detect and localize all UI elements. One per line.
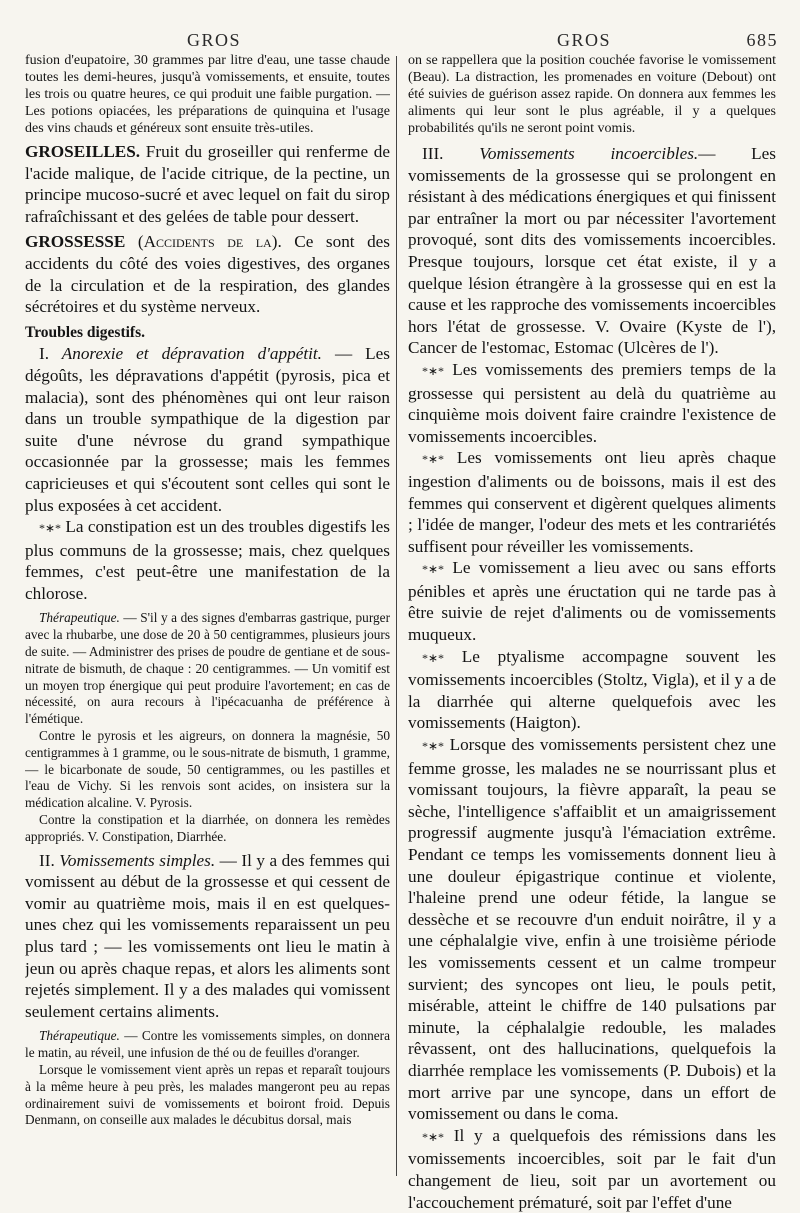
asterism-glyph: *∗* [422,650,445,665]
therapeutique-1-text: — S'il y a des signes d'embarras gastrique, purger avec la rhubarbe, une dose de 20 à 50 centigrammes, plusieurs jours de suite. — Administrer des prises de poudre de gentiane et de sous-nitrate de bismuth, de chaque : 20 centigrammes. — Un vomitif est un moyen trop énergique qui peut produire l'avortement; en cas de nécessité, on aura recours à l'ipécacuanha de préférence à l'émétique. [25,610,390,727]
header-right-title: GROS [557,30,612,50]
groseilles-heading: GROSEILLES. [25,142,141,161]
anorexie-paragraph [25,343,390,516]
femme-grosse-text: Lorsque des vomissements persistent chez une femme grosse, les malades ne se nourrissant plus et vomissant toujours, la fièvre apparaît, la peau se sèche, l'intelligence s'affaiblit et un amaigrissement progressif augmente jusqu'à l'émaciation extrême. Pendant ce temps les vomissements donnent lieu à une douleur épigastrique continue et violente, l'haleine prend une odeur fétide, la langue se dessèche et se recouvre d'un enduit noirâtre, il y a une céphalalgie vive, enfin à une troisième période les vomissements cessent et un calme trompeur survient; des syncopes ont lieu, le pouls petit, misérable, atteint le chiffre de 140 pulsations par minute, la céphalalgie redouble, les malades rêvassent, ont des hallucinations, quelquefois la diarrhée remplace les vomissements (P. Dubois) et la mort arrive par une syncope, dans un effort de vomissement ou dans le coma. [408,735,776,1124]
anorexie-number: I. [39,344,50,364]
asterism-glyph: *∗* [39,521,62,536]
incoercibles-text: — Les vomissements de la grossesse qui se prolongent en résistant à des médications énergiques et qui finissent par entraîner la mort ou par nécessiter l'avortement provoqué, sont dits des vomissements incoercibles. Presque toujours, lorsque cet état existe, il y a quelque lésion étrangère à la grossesse qui en est la cause et les rapproche des vomissements incoercibles hors l'état de grossesse. V. Ovaire (Kyste de l'), Cancer de l'estomac, Estomac (Ulcères de l'). [408,144,776,358]
apres-ingestion-text: Les vomissements ont lieu après chaque ingestion d'aliments ou de boissons, mais il est des femmes qui conservent et digèrent quelques aliments ; l'idée de manger, l'odeur des mets et les contrariétés suffisent pour réveiller les vomissements. [408,448,776,556]
anorexie-title: Anorexie et dépravation d'appétit. [49,344,322,364]
therapeutique-2 [25,1028,390,1062]
eupatoire-paragraph: fusion d'eupatoire, 30 grammes par litre d'eau, une tasse chaude toutes les demi-heures, jusqu'à vomissements, et ensuite, toutes les trois ou quatre heures, ce qui produit une faible purgation. — Les potions opiacées, les préparations de quinquina et l'usage des vins chauds et généreux sont ensuite très-utiles. [25,53,390,136]
constipation-text: La constipation est un des troubles digestifs les plus communs de la grossesse; mais, chez quelques femmes, c'est peut-être une manifestation de la chlorose. [25,517,390,603]
grossesse-text: Ce sont des accidents du côté des voies digestives, des organes de la circulation et de la respiration, des glandes sécrétoires et du système nerveux. [25,232,390,317]
constipation-paragraph [25,516,390,604]
ptyalisme-paragraph [408,646,776,734]
asterism-glyph: *∗* [422,739,445,754]
anorexie-text: — Les dégoûts, les dépravations d'appétit (pyrosis, pica et malacia), sont des phénomènes qui ont leur raison dans un trouble sympathique de la digestion par suite d'une névrose du grand sympathique occasionnée par la grossesse; mais les femmes capricieuses et qui s'écoutent sont celles qui sont le plus exposées à cet accident. [25,344,390,515]
asterism-glyph: *∗* [422,452,445,467]
asterism-glyph: *∗* [422,562,445,577]
ptyalisme-text: Le ptyalisme accompagne souvent les vomissements incoercibles (Stoltz, Vigla), et il y a de la diarrhée qui alterne quelquefois avec les vomissements (Haigton). [408,646,776,733]
premiers-temps-text: Les vomissements des premiers temps de la grossesse qui persistent au delà du quatrième au cinquième mois doivent faire craindre l'existence de vomissements incoercibles. [408,359,776,446]
therapeutique-1 [25,610,390,728]
grossesse-entry [25,231,390,317]
lorsque-vomissement-paragraph: Lorsque le vomissement vient après un repas et reparaît toujours à la même heure à peu près, les malades mangeront peu au repas ordinairement suivi de vomissements et boiront froid. Depuis Denmann, on conseille aux malades le décubitus dorsal, mais [25,1061,390,1128]
right-column [408,52,776,1213]
therapeutique-2-text: — Contre les vomissements simples, on donnera le matin, au réveil, une infusion de thé ou de feuilles d'oranger. [25,1028,390,1061]
therapeutique-1-label: Thérapeutique. [39,610,120,626]
remissions-paragraph [408,1125,776,1213]
constipation-remedy-paragraph: Contre la constipation et la diarrhée, on donnera les remèdes appropriés. V. Constipation, Diarrhée. [25,812,390,844]
groseilles-entry [25,141,390,227]
incoercibles-title: Vomissements incoercibles. [443,144,699,163]
apres-ingestion-paragraph [408,447,776,557]
column-divider [396,56,397,1176]
pyrosis-paragraph: Contre le pyrosis et les aigreurs, on donnera la magnésie, 50 centigrammes à 1 gramme, ou le sous-nitrate de bismuth, 1 gramme, — le bicarbonate de soude, 50 centigrammes, ou les pastilles et l'eau de Vichy. Si les renvois sont acides, on insistera sur la médication alcaline. V. Pyrosis. [25,728,390,811]
position-couchee-paragraph: on se rappellera que la position couchée favorise le vomissement (Beau). La distraction, les promenades en voiture (Debout) ont été suivies de guérison assez rapide. On donnera aux femmes les aliments qui leur sont le plus agréable, il y a quelques probabilités qu'ils ne seront point vomis. [408,53,776,136]
efforts-paragraph [408,557,776,645]
therapeutique-2-label: Thérapeutique. [39,1028,120,1044]
running-header [22,30,778,52]
remissions-text: Il y a quelquefois des rémissions dans les vomissements incoercibles, soit par le fait d'un changement de lieu, soit par un avortement ou l'accouchement prématuré, soit par l'effet d'une [408,1125,776,1212]
vomissements-simples-text: — Il y a des femmes qui vomissent au début de la grossesse et qui cessent de vomir au quatrième mois, mais il en est quelques-unes chez qui les vomissements reparaissent un peu plus tard ; — les vomissements ont lieu le matin à jeun ou après chaque repas, et alors les aliments sont rejetés simplement. Il y a des malades qui vomissent seulement certains aliments. [25,850,390,1021]
femme-grosse-paragraph [408,734,776,1125]
left-column [25,52,390,1129]
premiers-temps-paragraph [408,359,776,447]
grossesse-subheading: (Accidents de la). [125,232,282,252]
asterism-glyph: *∗* [422,363,445,378]
vomissements-simples-number: II. [39,850,55,870]
header-left-title: GROS [187,30,242,50]
incoercibles-number: III. [422,144,444,163]
page-number: 685 [746,30,778,50]
groseilles-text: Fruit du groseiller qui renferme de l'acide malique, de l'acide citrique, de la pectine, un principe mucoso-sucré et avec lequel on fait du sirop rafraîchissant et des gelées de table pour dessert. [25,142,390,226]
efforts-text: Le vomissement a lieu avec ou sans efforts pénibles et après une éructation qui ne tarde pas à être suivie de rejet d'aliments ou de vomissements muqueux. [408,558,776,645]
asterism-glyph: *∗* [422,1129,445,1144]
troubles-digestifs-heading: Troubles digestifs. [25,323,145,341]
grossesse-heading: GROSSESSE [25,232,126,252]
incoercibles-paragraph [408,143,776,359]
vomissements-simples-paragraph [25,850,390,1023]
vomissements-simples-title: Vomissements simples. [54,850,216,870]
